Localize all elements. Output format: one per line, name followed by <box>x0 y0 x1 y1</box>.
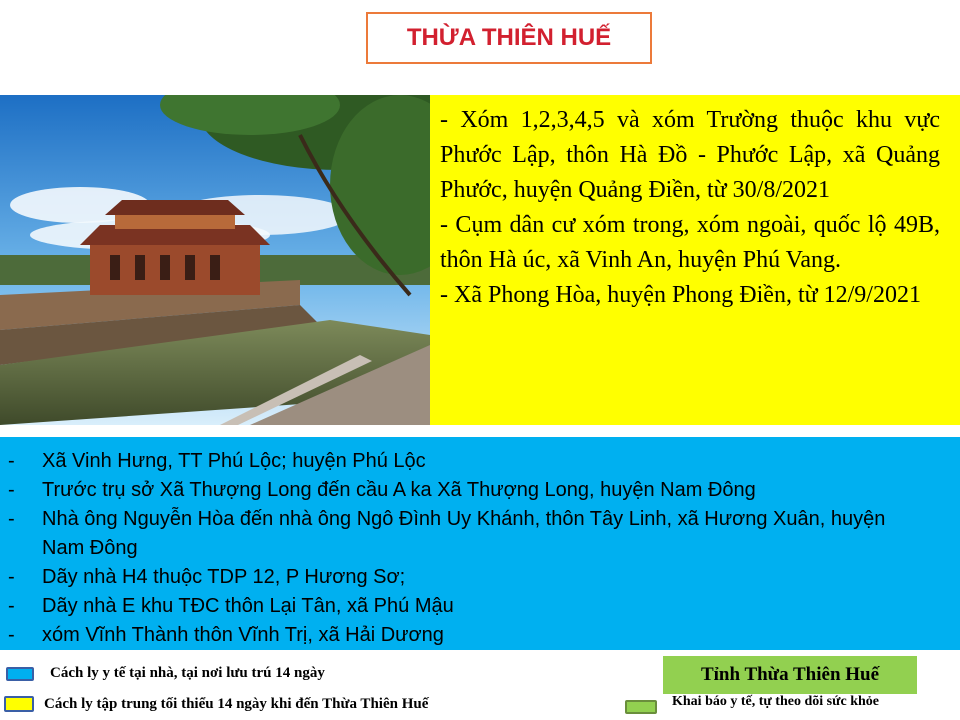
page-title-box <box>366 12 652 64</box>
list-dash: - <box>8 624 15 646</box>
list-dash: - <box>8 479 15 501</box>
list-item <box>8 447 960 476</box>
list-item <box>8 476 960 505</box>
legend-concentrated-isolation: Cách ly tập trung tối thiểu 14 ngày khi đến Thừa Thiên Huế <box>44 696 429 712</box>
list-item-text: Nhà ông Nguyễn Hòa đến nhà ông Ngô Đình Uy Khánh, thôn Tây Linh, xã Hương Xuân, huyện Nam Đông <box>42 508 886 559</box>
legend-health-declaration: Khai báo y tế, tự theo dõi sức khỏe <box>672 694 879 709</box>
legend-swatch-green <box>625 700 657 714</box>
yellow-paragraph: - Xã Phong Hòa, huyện Phong Điền, từ 12/9/2021 <box>440 282 921 308</box>
home-isolation-areas <box>0 437 960 650</box>
list-dash: - <box>8 508 15 530</box>
hue-citadel-photo <box>0 95 430 425</box>
list-dash: - <box>8 566 15 588</box>
list-dash: - <box>8 595 15 617</box>
list-item <box>8 592 960 621</box>
list-item <box>8 621 960 650</box>
yellow-paragraph: - Xóm 1,2,3,4,5 và xóm Trường thuộc khu vực Phước Lập, thôn Hà Đồ - Phước Lập, xã Quảng Phước, huyện Quảng Điền, từ 30/8/2021 <box>440 107 940 203</box>
list-item-text: Trước trụ sở Xã Thượng Long đến cầu A ka Xã Thượng Long, huyện Nam Đông <box>42 479 756 501</box>
list-item-text: Dãy nhà E khu TĐC thôn Lại Tân, xã Phú Mậu <box>42 595 454 617</box>
legend-swatch-blue <box>6 667 34 681</box>
concentrated-isolation-areas <box>430 95 960 425</box>
page-title: THỪA THIÊN HUẾ <box>406 24 612 51</box>
legend-swatch-yellow <box>4 696 34 712</box>
province-badge-label: Tỉnh Thừa Thiên Huế <box>700 664 880 685</box>
legend-home-isolation: Cách ly y tế tại nhà, tại nơi lưu trú 14 ngày <box>50 665 325 681</box>
list-item <box>8 505 960 563</box>
list-item <box>8 563 960 592</box>
province-badge <box>663 656 917 694</box>
list-item-text: Dãy nhà H4 thuộc TDP 12, P Hương Sơ; <box>42 566 406 588</box>
list-dash: - <box>8 450 15 472</box>
yellow-paragraph: - Cụm dân cư xóm trong, xóm ngoài, quốc lộ 49B, thôn Hà úc, xã Vinh An, huyện Phú Vang. <box>440 212 940 273</box>
list-item-text: xóm Vĩnh Thành thôn Vĩnh Trị, xã Hải Dương <box>42 624 444 646</box>
list-item-text: Xã Vinh Hưng, TT Phú Lộc; huyện Phú Lộc <box>42 450 426 472</box>
